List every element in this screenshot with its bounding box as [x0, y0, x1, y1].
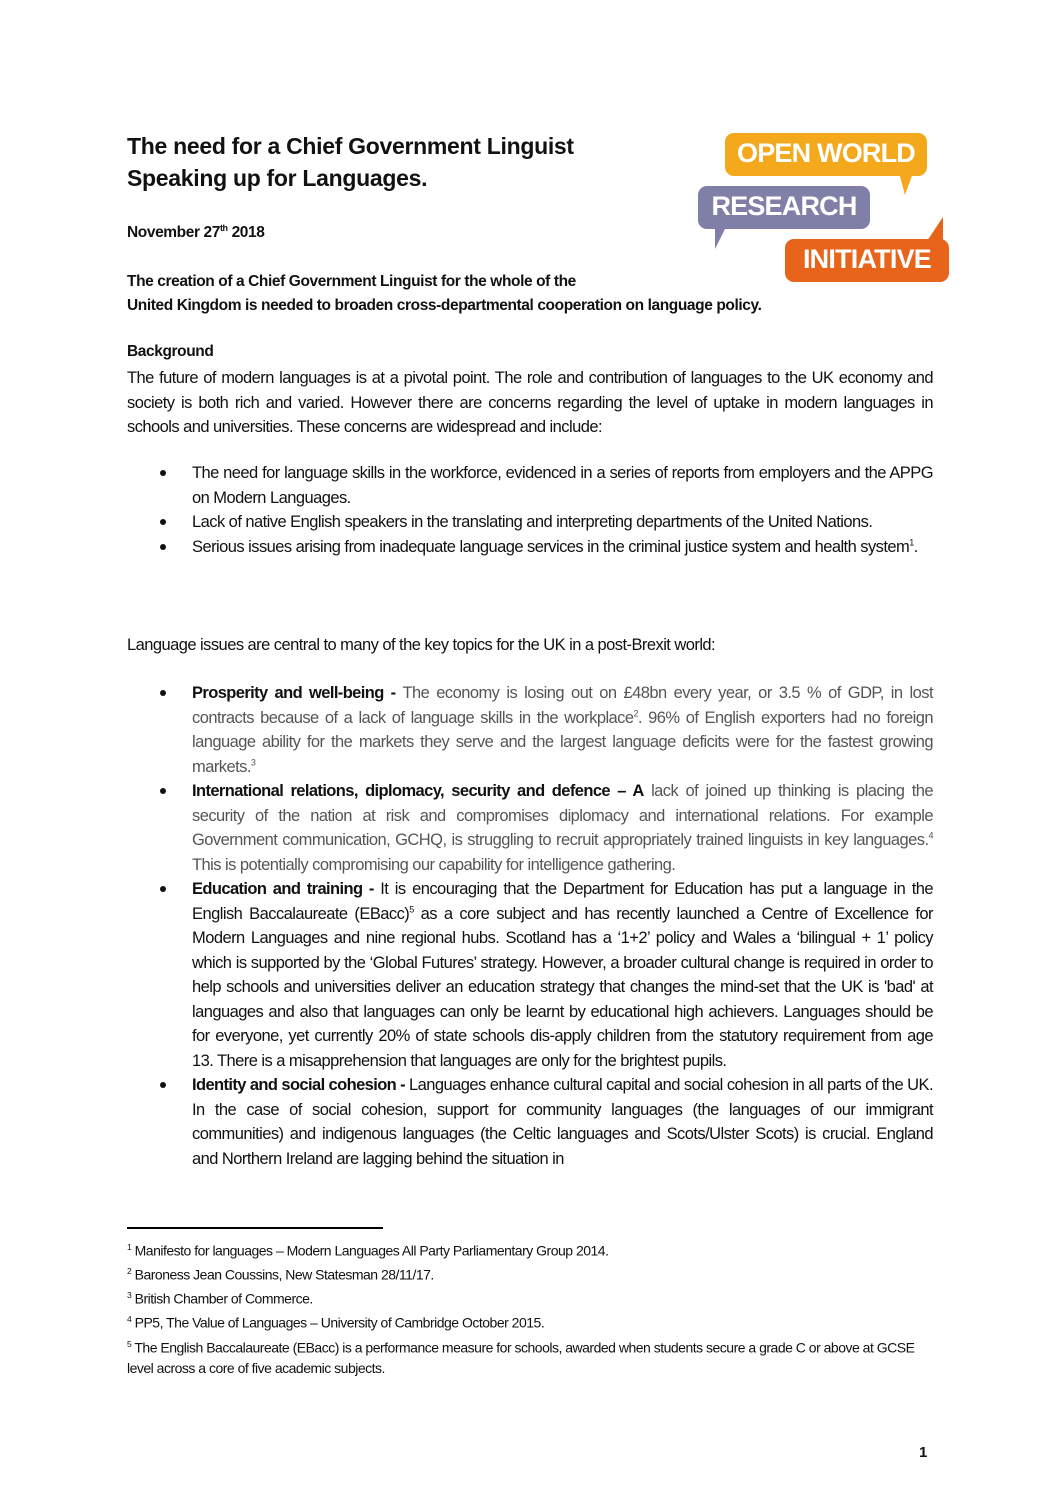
bullet-icon — [160, 544, 166, 550]
background-heading: Background — [127, 343, 214, 360]
speech-bubble-tail-icon — [891, 173, 913, 195]
topic-prosperity — [127, 681, 933, 779]
lead-line-2: United Kingdom is needed to broaden cross-departmental cooperation on language policy. — [127, 297, 762, 314]
topic-heading: Education and training — [192, 880, 363, 898]
concerns-list — [127, 461, 933, 559]
topic-identity — [127, 1073, 933, 1171]
document-date — [127, 223, 264, 242]
topics-intro: Language issues are central to many of the key topics for the UK in a post-Brexit world: — [127, 636, 716, 654]
title-line-1: The need for a Chief Government Linguist — [127, 133, 574, 159]
topic-text: It is encouraging that the Department for Education has put a language in the English Baccalaureate (EBacc) — [192, 880, 933, 923]
topic-separator: – A — [609, 782, 644, 800]
date-text: November 27 — [127, 224, 220, 242]
footnote — [127, 1309, 927, 1333]
open-world-research-initiative-logo — [695, 125, 957, 285]
footnote-text: The English Baccalaureate (EBacc) is a performance measure for schools, awarded when students secure a grade C or above at GCSE level across a core of five academic subjects. — [127, 1339, 915, 1376]
topic-international-relations — [127, 779, 933, 877]
topic-heading: International relations, diplomacy, security and defence — [192, 782, 610, 800]
footnote-ref[interactable]: 3 — [250, 757, 256, 767]
topics-list — [127, 681, 933, 1171]
logo-bubble-open-world: OPEN WORLD — [725, 133, 927, 176]
bullet-icon — [160, 1082, 166, 1088]
document-title — [127, 130, 574, 194]
topic-heading: Prosperity and well-being — [192, 684, 384, 702]
speech-bubble-tail-icon — [927, 217, 943, 241]
footnote-text: British Chamber of Commerce. — [131, 1290, 313, 1307]
footnote-ref[interactable]: 4 — [928, 830, 933, 841]
footnote — [127, 1334, 927, 1379]
date-ordinal: th — [219, 223, 228, 233]
footnote-number: 1 — [127, 1242, 132, 1252]
title-line-2: Speaking up for Languages. — [127, 165, 428, 191]
footnote-text: PP5, The Value of Languages – University of Cambridge October 2015. — [131, 1315, 545, 1332]
lead-line-1: The creation of a Chief Government Linguist for the whole of the — [127, 273, 576, 290]
footnote-number: 5 — [127, 1338, 132, 1349]
logo-bubble-initiative: INITIATIVE — [785, 239, 949, 282]
footnote-ref[interactable]: 1 — [909, 537, 914, 547]
footnote-text: Baroness Jean Coussins, New Statesman 28/11/17. — [131, 1266, 434, 1283]
list-item — [127, 535, 933, 560]
background-paragraph: The future of modern languages is at a pivotal point. The role and contribution of languages to the UK economy and society is both rich and varied. However there are concerns regarding the level of uptake in modern languages in schools and universities. These concerns are widespread and include: — [127, 369, 933, 436]
topic-text: as a core subject and has recently launched a Centre of Excellence for Modern Languages and nine regional hubs. Scotland has a ‘1+2’ policy and Wales a ‘bilingual + 1’ policy which is supported by the ‘Global Futures’ strategy. However, a broader cultural change is required in order to help schools and universities deliver an education strategy that changes the mind-set that the UK is 'bad' at languages and also that languages can only be learnt by educational high achievers. Languages should be for everyone, yet currently 20% of state schools dis-apply children from the statutory requirement from age 13. There is a misapprehension that languages are only for the brightest pupils. — [192, 904, 933, 1070]
topic-text: . 96% of English exporters had no foreign language ability for the markets they serve and the largest language deficits were for the fastest growing markets. — [192, 708, 933, 776]
topic-separator: - — [362, 880, 381, 898]
footnote-number: 3 — [127, 1290, 132, 1301]
bullet-icon — [160, 519, 166, 525]
topic-heading: Identity and social cohesion — [192, 1076, 397, 1094]
list-item-text: The need for language skills in the workforce, evidenced in a series of reports from employers and the APPG on Modern Languages. — [192, 464, 933, 507]
footnotes — [127, 1237, 927, 1378]
date-year: 2018 — [227, 224, 265, 242]
list-item — [127, 461, 933, 510]
logo-bubble-research: RESEARCH — [698, 186, 870, 229]
list-item-text: . — [913, 537, 918, 556]
footnote-text: Manifesto for languages – Modern Languages All Party Parliamentary Group 2014. — [131, 1242, 609, 1259]
bullet-icon — [160, 886, 166, 892]
topic-separator: - — [396, 1076, 410, 1094]
bullet-icon — [160, 470, 166, 476]
footnote — [127, 1285, 927, 1309]
footnote — [127, 1261, 927, 1285]
bullet-icon — [160, 690, 166, 696]
topic-text: Languages enhance cultural capital and social cohesion in all parts of the UK. In the case of social cohesion, support for community languages (the languages of our immigrant communities) and indigenous languages (the Celtic languages and Scots/Ulster Scots) is crucial. England and Northern Ireland are lagging behind the situation in — [192, 1076, 934, 1168]
topic-text: This is potentially compromising our capability for intelligence gathering. — [192, 855, 676, 874]
list-item-text: Serious issues arising from inadequate language services in the criminal justice system and health system — [192, 537, 910, 556]
footnote-ref[interactable]: 2 — [633, 708, 638, 718]
page-number: 1 — [919, 1444, 928, 1461]
bullet-icon — [160, 788, 166, 794]
list-item — [127, 510, 933, 535]
topic-education — [127, 877, 933, 1073]
lead-statement — [127, 270, 927, 318]
topic-separator: - — [383, 684, 403, 702]
topic-text: lack of joined up thinking is placing the security of the nation at risk and compromises diplomacy and international relations. For example Government communication, GCHQ, is struggling to recruit appropriately trained linguists in key languages. — [192, 782, 933, 849]
list-item-text: Lack of native English speakers in the translating and interpreting departments of the United Nations. — [192, 513, 873, 531]
footnote-number: 4 — [127, 1314, 132, 1325]
footnote — [127, 1237, 927, 1261]
footnote-divider — [127, 1227, 383, 1229]
topic-text: The economy is losing out on £48bn every year, or 3.5 % of GDP, in lost contracts because of a lack of language skills in the workplace — [192, 684, 933, 727]
footnote-ref[interactable]: 5 — [409, 904, 414, 914]
footnote-number: 2 — [127, 1266, 132, 1277]
